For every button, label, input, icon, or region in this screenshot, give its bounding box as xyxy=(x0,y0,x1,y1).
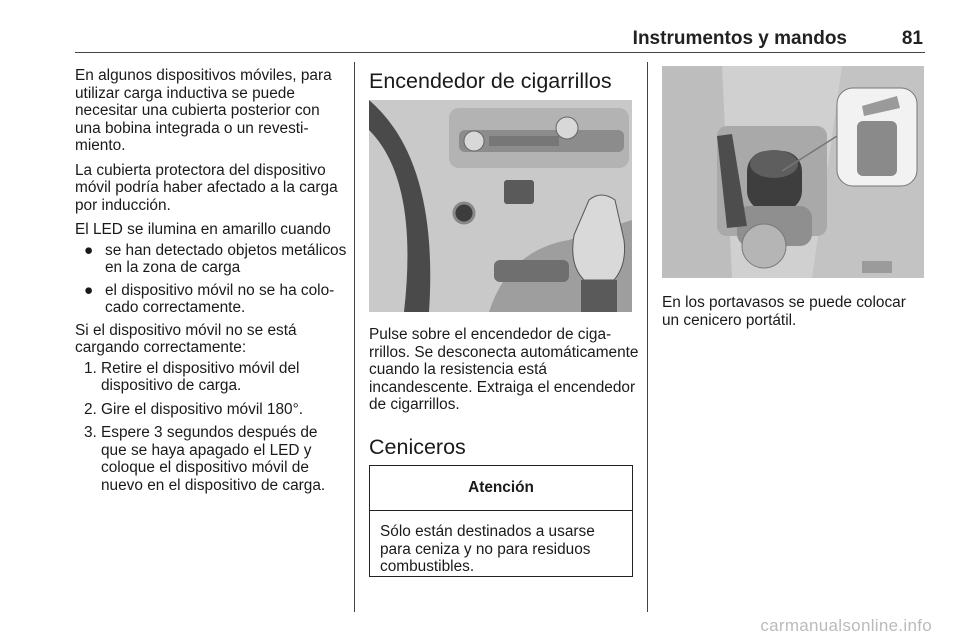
paragraph: La cubierta protectora del dispositivo móvil podría haber afectado a la carga por inducción. xyxy=(75,161,338,214)
column-divider xyxy=(647,62,648,612)
page-number: 81 xyxy=(901,28,923,49)
section-heading: Ceniceros xyxy=(369,434,466,459)
page-title: Instrumentos y mandos xyxy=(632,28,847,49)
section-heading: Encendedor de cigarrillos xyxy=(369,69,612,93)
step-item: 1. Retire el dispositivo móvil del dispositivo de carga. xyxy=(84,359,300,394)
paragraph: En algunos dispositivos móviles, para utilizar carga inductiva se puede necesitar una cubierta posterior con una bobina integrada o un revestimiento. xyxy=(75,67,332,154)
right-column xyxy=(662,294,924,336)
warning-text: Sólo están destinados a usarse para ceniza y no para residuos combustibles. xyxy=(380,523,595,575)
paragraph: En los portavasos se puede colocar un cenicero portátil. xyxy=(662,294,906,329)
bullet-item: ● el dispositivo móvil no se ha colocado correctamente. xyxy=(84,281,335,316)
middle-column-text xyxy=(369,326,639,460)
bullet-item: ● se han detectado objetos metálicos en la zona de carga xyxy=(84,241,347,276)
step-item: 2. Gire el dispositivo móvil 180°. xyxy=(84,400,304,418)
column-divider xyxy=(354,62,355,612)
middle-column xyxy=(369,68,639,94)
paragraph: El LED se ilumina en amarillo cuando xyxy=(75,221,331,238)
step-item: 3. Espere 3 segundos después de que se haya apagado el LED y coloque el dispositivo móvil de nuevo en el dispositivo de carga. xyxy=(84,424,326,494)
paragraph: Si el dispositivo móvil no se está cargando correctamente: xyxy=(75,321,297,356)
warning-box xyxy=(369,465,633,577)
footer-watermark: carmanualsonline.info xyxy=(760,616,932,635)
page-header xyxy=(75,24,925,53)
cigarette-lighter-illustration xyxy=(369,100,632,312)
ashtray-illustration xyxy=(662,66,924,278)
paragraph: Pulse sobre el encendedor de cigarrillos. Se desconecta automáticamente cuando la resistencia está incandescente. Extraiga el encendedor de cigarrillos. xyxy=(369,326,639,413)
warning-title: Atención xyxy=(370,466,632,511)
left-column xyxy=(75,67,347,500)
